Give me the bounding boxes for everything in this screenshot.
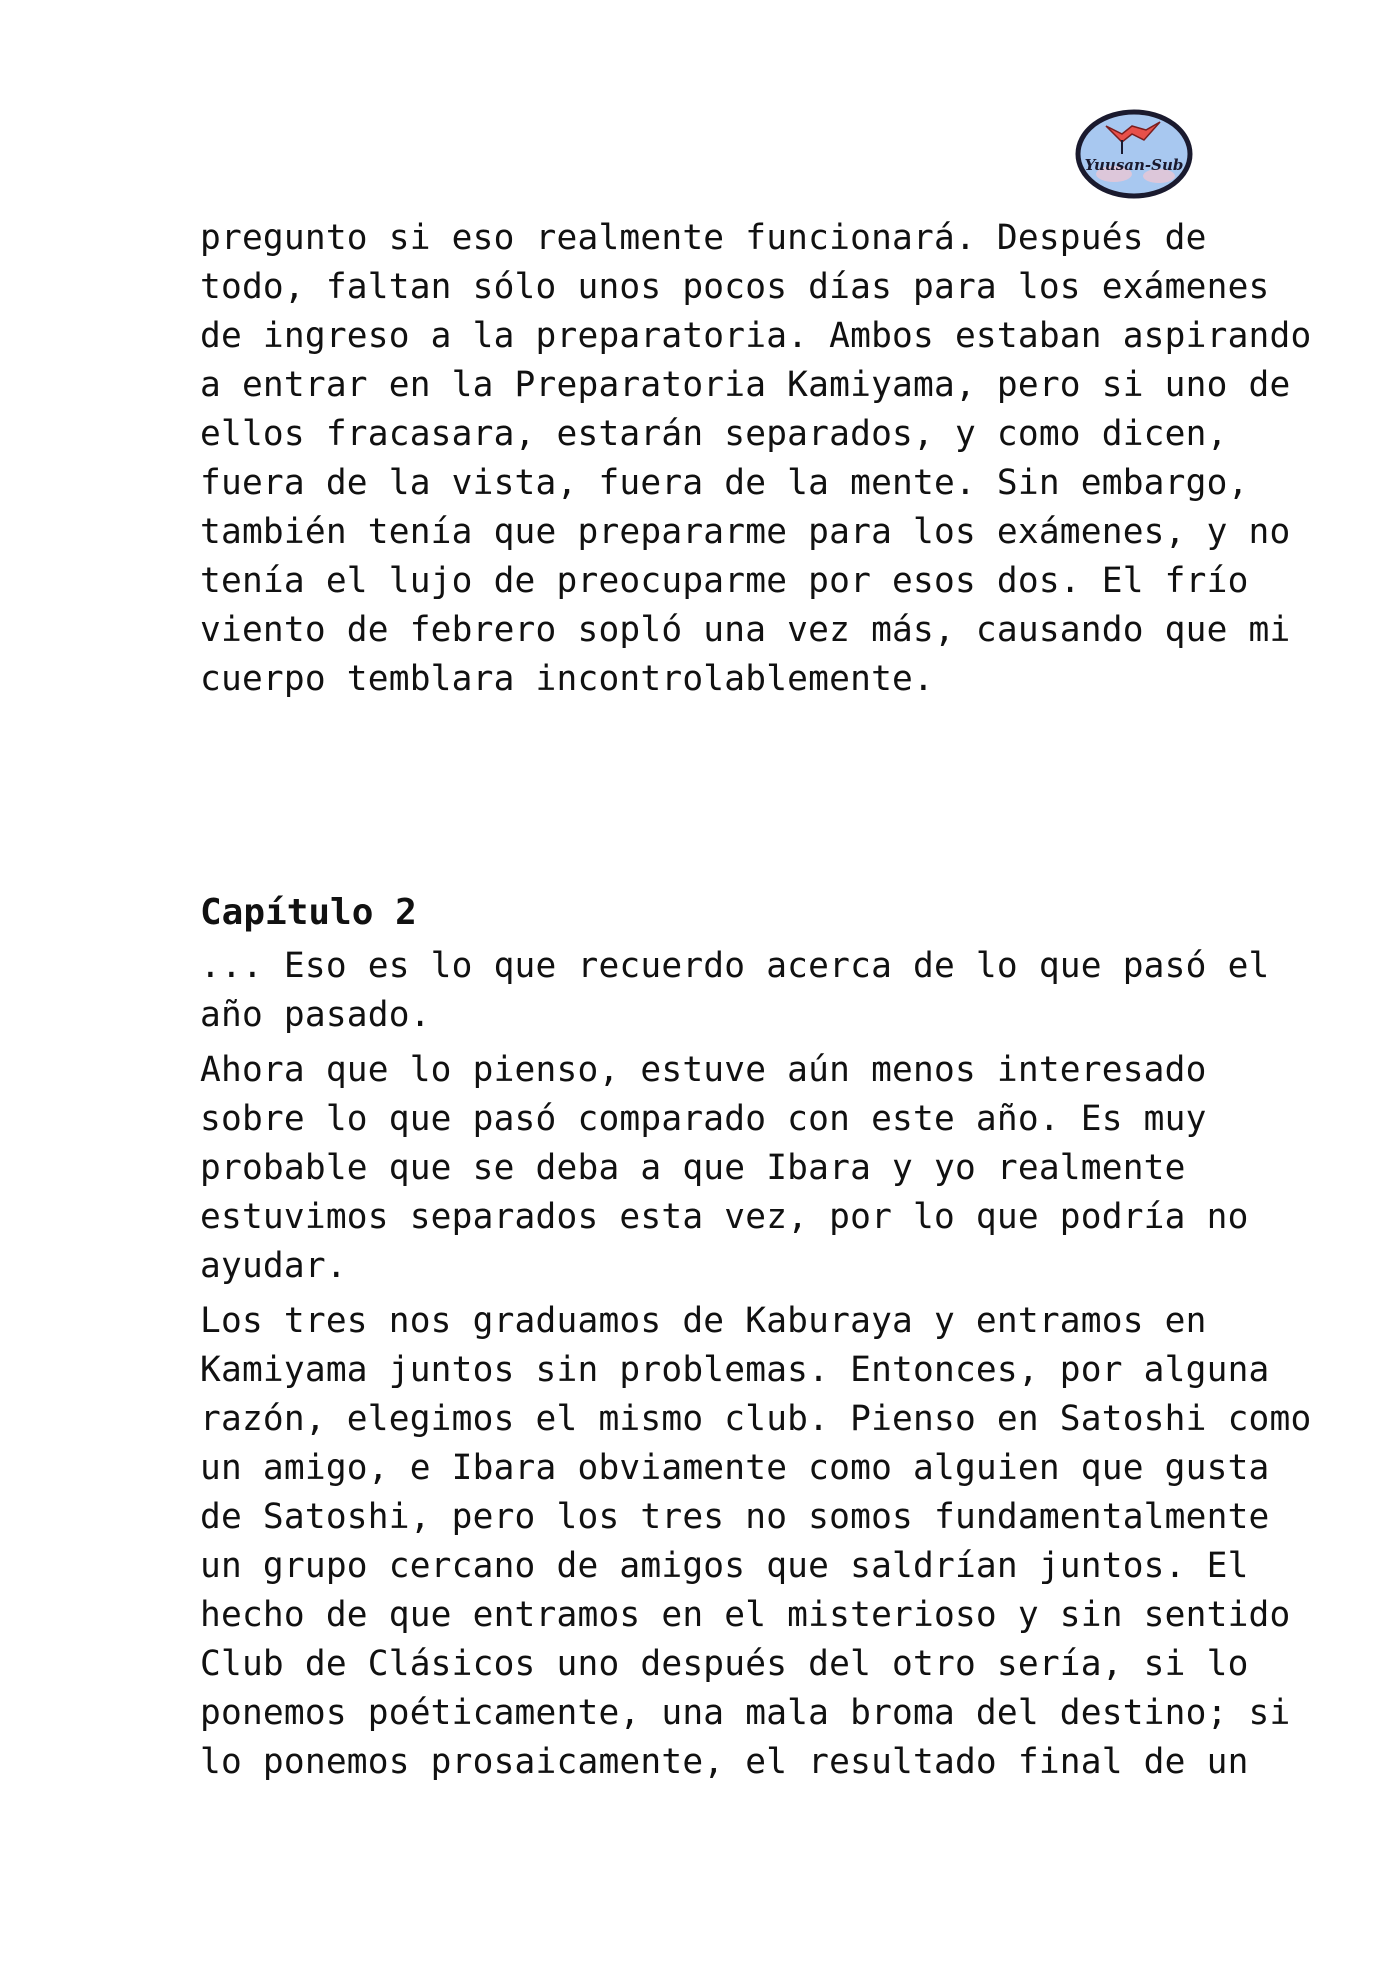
text-line: hecho de que entramos en el misterioso y sin sentido (200, 1595, 1291, 1635)
text-line: también tenía que prepararme para los exámenes, y no (200, 512, 1291, 552)
text-line: ellos fracasara, estarán separados, y como dicen, (200, 414, 1228, 454)
text-line: razón, elegimos el mismo club. Pienso en Satoshi como (200, 1399, 1312, 1439)
text-line: probable que se deba a que Ibara y yo realmente (200, 1148, 1186, 1188)
text-line: tenía el lujo de preocuparme por esos dos. El frío (200, 561, 1249, 601)
document-body (200, 214, 1312, 1787)
logo-text: Yuusan-Sub (1084, 156, 1184, 174)
text-line: cuerpo temblara incontrolablemente. (200, 659, 934, 699)
logo (1074, 104, 1194, 200)
text-line: ayudar. (200, 1246, 347, 1286)
paragraph-2 (200, 942, 1270, 1040)
text-line: un amigo, e Ibara obviamente como alguien que gusta (200, 1448, 1270, 1488)
bird-logo-icon (1074, 104, 1194, 200)
text-line: de ingreso a la preparatoria. Ambos estaban aspirando (200, 316, 1312, 356)
text-line: de Satoshi, pero los tres no somos fundamentalmente (200, 1497, 1270, 1537)
text-line: Kamiyama juntos sin problemas. Entonces, por alguna (200, 1350, 1270, 1390)
text-line: ponemos poéticamente, una mala broma del destino; si (200, 1693, 1291, 1733)
text-line: año pasado. (200, 995, 431, 1035)
text-line: Los tres nos graduamos de Kaburaya y entramos en (200, 1301, 1207, 1341)
paragraph-1 (200, 214, 1312, 704)
text-line: Club de Clásicos uno después del otro sería, si lo (200, 1644, 1249, 1684)
text-line: pregunto si eso realmente funcionará. Después de (200, 218, 1207, 258)
chapter-title: Capítulo 2 (200, 892, 417, 933)
text-line: sobre lo que pasó comparado con este año. Es muy (200, 1099, 1207, 1139)
paragraph-4 (200, 1297, 1312, 1787)
text-line: ... Eso es lo que recuerdo acerca de lo que pasó el (200, 946, 1270, 986)
text-line: fuera de la vista, fuera de la mente. Sin embargo, (200, 463, 1249, 503)
text-line: lo ponemos prosaicamente, el resultado final de un (200, 1742, 1249, 1782)
text-line: un grupo cercano de amigos que saldrían juntos. El (200, 1546, 1249, 1586)
paragraph-3 (200, 1046, 1249, 1291)
text-line: estuvimos separados esta vez, por lo que podría no (200, 1197, 1249, 1237)
text-line: a entrar en la Preparatoria Kamiyama, pero si uno de (200, 365, 1291, 405)
text-line: viento de febrero sopló una vez más, causando que mi (200, 610, 1291, 650)
text-line: todo, faltan sólo unos pocos días para los exámenes (200, 267, 1270, 307)
text-line: Ahora que lo pienso, estuve aún menos interesado (200, 1050, 1207, 1090)
